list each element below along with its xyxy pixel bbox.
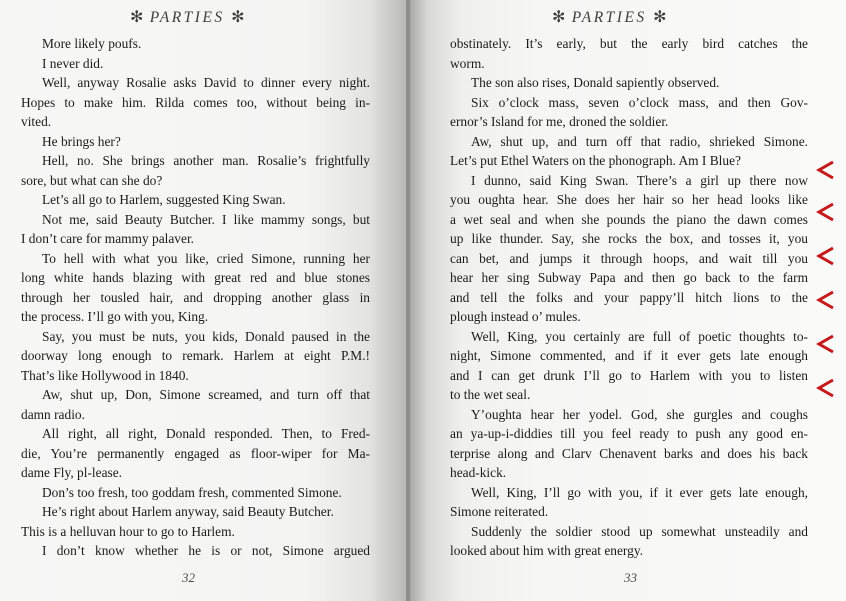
text-line: sore, but what can she do? [21, 172, 163, 188]
ornament-icon: ✻ [653, 9, 667, 26]
running-head-title: PARTIES [149, 9, 225, 26]
text-line: doorway long enough to remark. Harlem at eight P.M.! [21, 348, 370, 363]
text-line: Six o’clock mass, seven o’clock mass, and then Gov- [471, 94, 808, 110]
text-line: up like thunder. Say, she rocks the box, and tosses it, you [450, 231, 808, 246]
text-line: ernor’s Island for me, droned the soldier. [450, 114, 669, 129]
text-line: Don’s too fresh, too goddam fresh, commented Simone. [42, 484, 342, 500]
text-line: terprise along and Clarv Chenavent barks and does his back [450, 445, 808, 461]
ornament-icon: ✻ [552, 9, 566, 26]
text-line: head-kick. [450, 465, 507, 480]
right-running-head [552, 7, 666, 27]
text-line: dame Fly, pl-lease. [21, 465, 123, 480]
red-caret-mark-icon [814, 376, 838, 400]
right-page-number: 33 [624, 570, 637, 585]
left-running-head [130, 7, 244, 27]
ornament-icon: ✻ [231, 9, 245, 26]
text-line: die, You’re permanently engaged as floor-wiper for Ma- [21, 445, 370, 461]
text-line: He brings her? [42, 133, 121, 149]
text-line: More likely poufs. [42, 36, 142, 51]
text-line: That’s like Hollywood in 1840. [21, 367, 189, 383]
text-line: and tell the folks and your pappy’ll hitch lions to the [450, 289, 808, 305]
text-line: plough instead o’ mules. [450, 309, 581, 324]
text-line: and I can get drunk I’ll go to Harlem with you to listen [450, 367, 808, 383]
text-line: Simone reiterated. [450, 504, 549, 519]
text-line: damn radio. [21, 406, 85, 422]
text-line: Y’oughta hear her yodel. God, she gurgles and coughs [471, 406, 808, 422]
text-line: Well, King, you certainly are full of poetic thoughts to- [471, 328, 808, 344]
text-line: Well, King, I’ll go with you, if it ever gets late enough, [471, 484, 808, 500]
text-line: Not me, said Beauty Butcher. I like mammy songs, but [42, 211, 370, 227]
text-line: hear her sing Subway Papa and then go back to the farm [450, 270, 808, 285]
text-line: He’s right about Harlem anyway, said Beauty Butcher. [42, 504, 334, 519]
ornament-icon: ✻ [130, 9, 144, 26]
text-line: All right, all right, Donald responded. Then, to Fred- [42, 426, 370, 441]
text-line: looked about him with great energy. [450, 543, 643, 558]
text-line: Suddenly the soldier stood up somewhat unsteadily and [471, 523, 808, 539]
text-line: you oughta hear. She does her hair so her head looks like [450, 192, 808, 207]
text-line: I don’t know whether he is or not, Simone argued [42, 543, 370, 558]
text-line: night, Simone commented, and if it ever gets late enough [450, 348, 808, 363]
text-line: To hell with what you like, cried Simone, running her [42, 250, 370, 266]
right-body-text [450, 34, 808, 561]
left-page-number: 32 [182, 570, 195, 585]
text-line: a wet seal and when she pounds the piano the dawn comes [450, 211, 808, 227]
red-caret-mark-icon [814, 244, 838, 268]
text-line: Aw, shut up, and turn off that radio, shrieked Simone. [471, 133, 808, 149]
text-line: obstinately. It’s early, but the early bird catches the [450, 36, 808, 51]
text-line: Well, anyway Rosalie asks David to dinner every night. [42, 75, 370, 90]
red-caret-mark-icon [814, 288, 838, 312]
text-line: the process. I’ll go with you, King. [21, 309, 209, 324]
text-line: I dunno, said King Swan. There’s a girl up there now [471, 172, 808, 188]
text-line: worm. [450, 55, 485, 71]
left-page [0, 0, 410, 601]
text-line: Say, you must be nuts, you kids, Donald paused in the [42, 328, 370, 344]
text-line: vited. [21, 114, 52, 129]
text-line: long white hands blazing with great red and blue stones [21, 270, 370, 285]
red-caret-mark-icon [814, 200, 838, 224]
text-line: Let’s put Ethel Waters on the phonograph. Am I Blue? [450, 153, 741, 168]
text-line: This is a helluvan hour to go to Harlem. [21, 523, 235, 539]
text-line: Hopes to make him. Rilda comes too, without being in- [21, 94, 370, 110]
text-line: Aw, shut up, Don, Simone screamed, and turn off that [42, 387, 370, 402]
right-page [410, 0, 846, 601]
text-line: an ya-up-i-diddies till you feel ready to push any good en- [450, 426, 808, 441]
text-line: can bet, and jumps it through hoops, and wait till you [450, 250, 808, 266]
running-head-title: PARTIES [571, 9, 647, 26]
text-line: I never did. [42, 55, 104, 71]
text-line: Let’s all go to Harlem, suggested King Swan. [42, 192, 286, 207]
text-line: The son also rises, Donald sapiently observed. [471, 75, 720, 90]
text-line: through her tousled hair, and dropping another glass in [21, 289, 370, 305]
text-line: Hell, no. She brings another man. Rosalie’s frightfully [42, 153, 370, 168]
text-line: I don’t care for mammy palaver. [21, 231, 195, 246]
text-line: to the wet seal. [450, 387, 531, 402]
left-body-text [21, 34, 370, 561]
red-caret-mark-icon [814, 332, 838, 356]
red-caret-mark-icon [814, 158, 838, 182]
